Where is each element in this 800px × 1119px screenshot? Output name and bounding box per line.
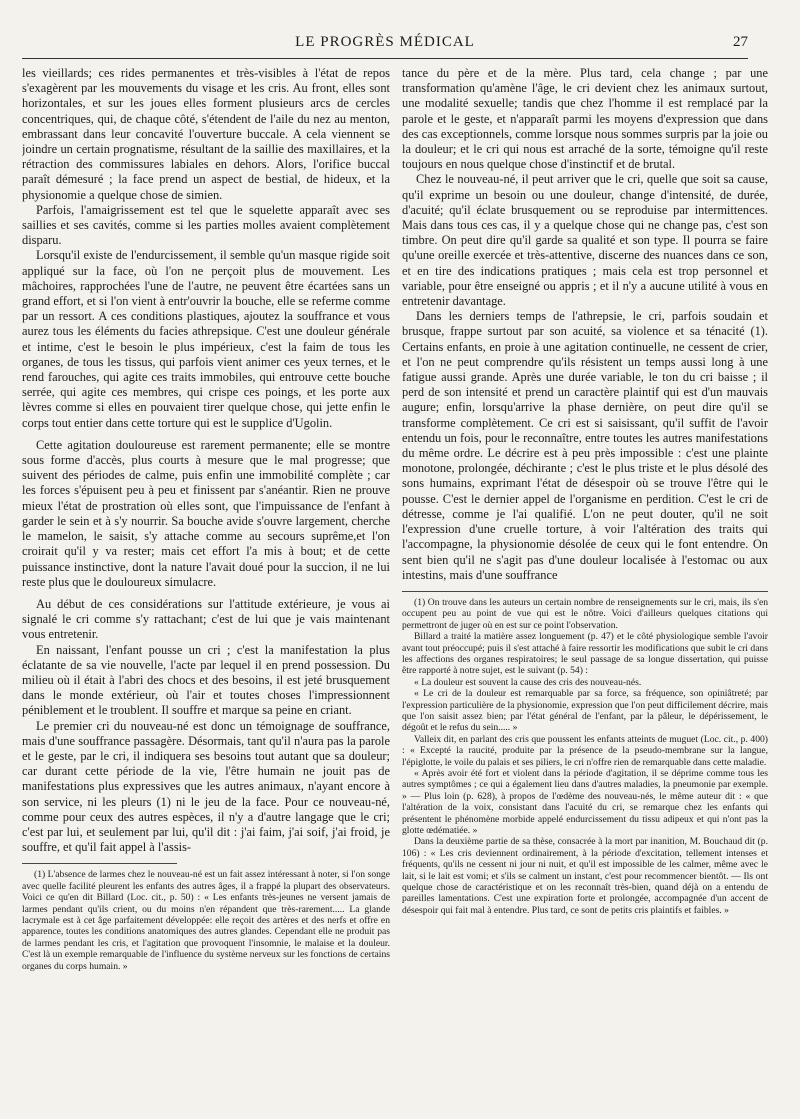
footnote: « Le cri de la douleur est remarquable par sa force, sa fréquence, son opiniâtreté; par l'expression particulière de la physionomie, expression que l'on peut difficilement décrire, mais que l'on saisit assez bien; par l'état général de l'enfant, par la pâleur, le dépérissement, le dégoût et le refus du sein..... »	[402, 688, 768, 734]
left-footnotes	[22, 869, 390, 972]
footnote: « La douleur est souvent la cause des cris des nouveau-nés.	[414, 676, 642, 688]
paragraph: En naissant, l'enfant pousse un cri ; c'est la manifestation la plus éclatante de sa vie nouvelle, l'acte par lequel il en prend possession. Du milieu où il était à l'abri des chocs et des besoins, il est jeté brusquement dans le monde extérieur, où l'air et toutes choses l'impressionnent péniblement et le troublent. Il souffre et marque sa peine en criant.	[22, 642, 390, 718]
footnote: (1) On trouve dans les auteurs un certain nombre de renseignements sur le cri, mais, ils s'en occupent peu au point de vue qui est le nôtre. Voici d'ailleurs quelques citations qui permettront de juger où en est sur ce point l'observation.	[402, 596, 768, 631]
right-column	[402, 66, 768, 1106]
header-rule	[22, 58, 748, 59]
paragraph: Cette agitation douloureuse est rarement permanente; elle se montre sous forme d'accès, plus courts à mesure que le mal progresse; que suivent des périodes de calme, puis enfin une immobilité complète ; car les forces s'épuisent peu à peu et finissent par s'anéantir. Rien ne prouve mieux l'état de prostration où elles sont, que l'impuissance de l'enfant à garder le sein et à s'y nourrir. Sa bouche avide s'ouvre largement, cherche le mamelon, le saisit, s'y attache comme au secours suprême,et l'on croirait qu'il y va rester; mais cet effort l'a mis à bout; et de cette puissance instinctive, dont la nature l'avait doué pour la succion, il ne lui reste plus que le douloureux simulacre.	[22, 437, 390, 589]
paragraph: Chez le nouveau-né, il peut arriver que le cri, quelle que soit sa cause, qu'il exprime un besoin ou une douleur, change d'intensité, de durée, d'acuité; qu'il éclate brusquement ou se reproduise par intermittences. Mais dans tous ces cas, il y a quelque chose qui ne change pas, c'est son timbre. On peut dire qu'il garde sa qualité et son type. Il pourra se faire qu'une oreille exercée et très-attentive, discerne des nuances dans ce son, et en tire des indications pratiques ; mais cela est trop personnel et variable, pour être enseigné ou appris ; et il n'y a aucune utilité à vous en entretenir davantage.	[402, 172, 768, 309]
footnote: Billard a traité la matière assez longuement (p. 47) et le côté physiologique semble l'avoir avant tout préoccupé; puis il s'est attaché à faire ressortir les modifications que subit le cri dans les affections des organes respiratoires; le seul passage de sa longue dissertation, qui puisse être rapporté à notre sujet, est le suivant (p. 54) :	[402, 631, 768, 677]
paragraph: Dans les derniers temps de l'athrepsie, le cri, parfois soudain et brusque, frappe surtout par son acuité, sa violence et sa ténacité (1). Certains enfants, en proie à une agitation continuelle, ne cessent de crier, et l'on ne peut comprendre qu'ils résistent un temps aussi long à une fatigue aussi grande. Après une durée variable, le ton du cri baisse ; il perd de son intensité et prend un caractère plaintif qui est d'un mauvais augure; enfin, lorsqu'arrive la phase dernière, on peut dire qu'il se transforme complètement. Ce cri est si saisissant, qu'il suffit de l'avoir entendu un fois, pour le reconnaître, entre toutes les autres manifestations du même ordre. Le décrire est à peu près impossible : c'est une plainte monotone, prolongée, déchirante ; c'est le plus triste et le plus désolé des sons humains, exprimant l'état de désespoir où se trouve l'être qui le pousse. C'est le dernier appel de l'organisme en perdition. C'est le cri de détresse, comme je l'ai qualifié. L'on ne peut douter, qu'il ne soit l'expression d'une cruelle torture, à voir l'altération des traits qui l'accompagne, la physionomie désolée de ceux qui le font entendre. On sent bien qu'il ne s'agit pas d'une douleur localisée à l'estomac ou aux intestins, mais d'une souffrance	[402, 309, 768, 582]
footnote: (1) L'absence de larmes chez le nouveau-né est un fait assez intéressant à noter, si l'on songe avec quelle facilité pleurent les enfants des autres âges, il a frappé la plupart des observateurs. Voici ce qu'en dit Billard (Loc. cit., p. 50) : « Les enfants très-jeunes ne versent jamais de larmes pendant qu'ils crient, ou du moins n'en répandent que très-rarement..... La glande lacrymale est à cet âge parfaitement développée: elle reçoit des artères et des nerfs et offre en apparence, toutes les conditions anatomiques des autres glandes. Cependant elle ne produit pas de larmes pendant les cris, et l'agitation que provoquent l'insomnie, le malaise et la douleur. C'est là un exemple remarquable de l'influence du système nerveux sur les fonctions de certains organes du corps humain. »	[22, 869, 390, 972]
paragraph: tance du père et de la mère. Plus tard, cela change ; par une transformation qu'amène l'âge, le cri devient chez les animaux surtout, une modalité sexuelle; tandis que chez l'homme il est remplacé par la parole et le geste, et n'apparaît parmi les moyens d'expression que dans des cas exceptionnels, comme lorsque nous sommes surpris par la joie ou la douleur; et le cri qui nous est arraché de la sorte, témoigne qu'il reste toujours en nous quelque chose d'instinctif et de brutal.	[402, 66, 768, 172]
footnote-rule	[402, 591, 768, 592]
paragraph: Parfois, l'amaigrissement est tel que le squelette apparaît avec ses saillies et ses cavités, comme si les parties molles avaient complètement disparu.	[22, 202, 390, 248]
paragraph: Au début de ces considérations sur l'attitude extérieure, je vous ai signalé le cri comme s'y rattachant; c'est de lui que je vais maintenant vous entretenir.	[22, 596, 390, 642]
running-header	[22, 34, 748, 54]
footnote: Dans la deuxième partie de sa thèse, consacrée à la mort par inanition, M. Bouchaud dit (p. 106) : « Les cris deviennent ordinairement, à la période d'excitation, tellement intenses et fréquents, qu'ils ne cessent ni jour ni nuit, et qu'il est impossible de les calmer, même avec le lait, si le lait est vomi; et s'ils se calment un instant, c'est pour recommencer bientôt. — Ils ont quelque chose de caractéristique et on les reconnaît très-bien, quand déjà on a entendu de pareilles lamentations. C'est une expiration forte et prolongée, accompagnée d'un accent de désespoir qui fait mal à entendre. Plus tard, ce sont de petits cris plaintifs et faibles. »	[402, 836, 768, 916]
journal-title: LE PROGRÈS MÉDICAL	[295, 34, 475, 50]
page-number: 27	[733, 34, 748, 50]
right-body-text	[402, 66, 768, 583]
footnote-rule	[22, 863, 177, 864]
footnote: Valleix dit, en parlant des cris que poussent les enfants atteints de muguet (Loc. cit., p. 400) : « Excepté la raucité, produite par la présence de la pseudo-membrane sur la langue, l'épiglotte, le voile du palais et ses piliers, le cri n'offre rien de remarquable dans cette maladie.	[402, 733, 768, 768]
footnote: « Après avoir été fort et violent dans la période d'agitation, il se déprime comme tous les autres symptômes ; ce qui a également lieu dans d'autres maladies, la pneumonie par exemple. » — Plus loin (p. 628), à propos de l'œdème des nouveau-nés, le même auteur dit : « que l'altération de la voix, consistant dans l'acuité du cri, se remarque chez les enfants qui présentent le phénomène morbide appelé endurcissement du tissu adipeux et qui n'ont pas la glotte œdématiée. »	[402, 768, 768, 837]
left-column	[22, 66, 390, 1106]
paragraph: les vieillards; ces rides permanentes et très-visibles à l'état de repos s'exagèrent par les mouvements du visage et les cris. Au front, elles sont horizontales, et sur les joues elles forment plusieurs arcs de cercles concentriques, qui, de chaque côté, s'étendent de l'aile du nez au menton, embrassant dans leur concavité l'ouverture buccale. A cela viennent se joindre un certain prognatisme, résultant de la saillie des maxillaires, et la rétraction des commissures labiales en dehors. Alors, l'orifice buccal paraît démesuré ; la face prend un aspect de bestial, de hideux, et la physionomie a quelque chose de simien.	[22, 66, 390, 202]
paragraph: Le premier cri du nouveau-né est donc un témoignage de souffrance, mais d'une souffrance passagère. Désormais, tant qu'il n'aura pas la parole et le geste, par le cri, il indiquera ses besoins tout autant que sa douleur; car durant cette période de la vie, l'être humain ne jouit pas de manifestations plus expressives que les autres animaux, n'ayant encore à son service, ni les pleurs (1) ni le jeu de la face. Pour ce nouveau-né, comme pour ceux des autres espèces, il n'y a d'autre langage que le cri; c'est par lui, et seulement par lui, qu'il dit : j'ai faim, j'ai soif, j'ai froid, je souffre, et qu'il fait appel à l'assis-	[22, 718, 390, 855]
left-body-text	[22, 66, 390, 855]
right-footnotes	[402, 597, 768, 916]
paragraph: Lorsqu'il existe de l'endurcissement, il semble qu'un masque rigide soit appliqué sur la face, où l'on ne perçoit plus de mouvement. Les mâchoires, rapprochées l'une de l'autre, ne peuvent être écartées sans un grand effort, et si l'on vient à entr'ouvrir la bouche, elle se referme comme par un ressort. A ces conditions plastiques, ajoutez la souffrance et vous aurez tous les éléments du facies athrepsique. C'est une douleur générale et intime, c'est le besoin le plus impérieux, c'est la faim de tous les organes, de tous les tissus, qui parfois vient animer ces yeux ternes, et le rend farouches, qui agite ces traits immobiles, qui entrouve cette bouche serrée, qui agite ces membres, qui crispe ces poings, et les porte aux lèvres comme si elles en pouvaient tirer quelque chose, qui jette enfin le corps tout entier dans cette torture qui est le supplice d'Ugolin.	[22, 248, 390, 430]
